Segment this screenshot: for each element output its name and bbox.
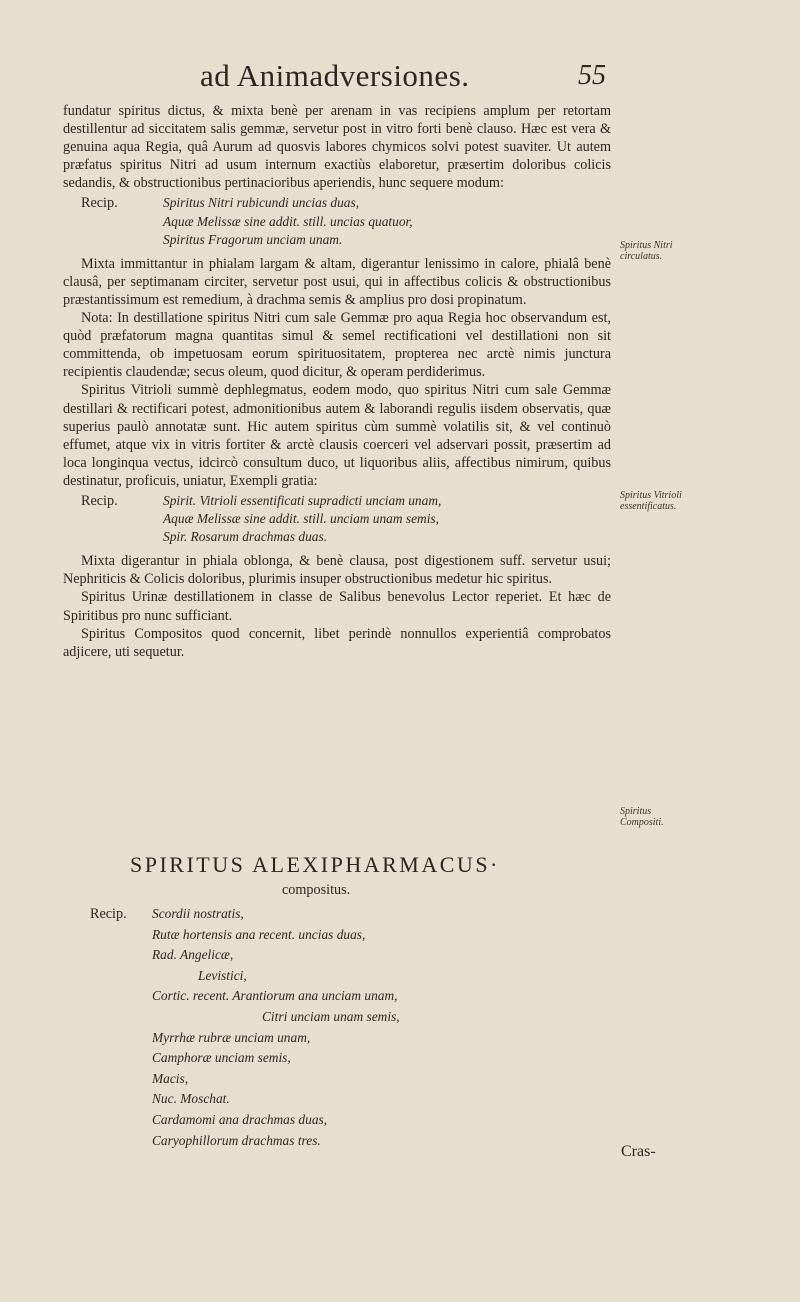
recipe-item: Aquæ Melissæ sine addit. still. unciam unam semis, <box>163 511 439 527</box>
formula-item: Rutæ hortensis ana recent. uncias duas, <box>152 926 366 942</box>
paragraph: Spiritus Vitrioli summè dephlegmatus, eodem modo, quo spiritus Nitri cum sale Gemmæ destillari & rectificari potest, admonitionibus autem & laborandi regulis iisdem observatis, quæ superius paulò annotatæ sunt. Hic autem spiritus cùm summè volatilis sit, & vel continuò effumet, atque vix in vitris fortiter & arctè clausis coerceri vel adservari possit, præsertim ad loca longinqua vectus, idcircò consultum duco, ut liquoribus aliis, affectibus nimirum, quibus destinatur, proficuis, uniatur, Exempli gratia: <box>63 382 611 489</box>
formula-item: Caryophillorum drachmas tres. <box>152 1132 321 1148</box>
recipe-item: Spiritus Nitri rubicundi uncias duas, <box>163 195 360 211</box>
recipe-label: Recip. <box>81 195 118 212</box>
paragraph: Nota: In destillatione spiritus Nitri cum sale Gemmæ pro aqua Regia hoc observandum est, quòd præfatorum magna quantitas simul & semel rectificationi vel destillationi non sit committenda, ob impetuosam eorum spirituositatem, propterea nec arctè nimis junctura recipientis claudendæ; secus oleum, quod dicitur, & operam perdiderimus. <box>63 310 611 381</box>
running-title: ad Animadversiones. <box>200 58 470 93</box>
recipe-item: Spiritus Fragorum unciam unam. <box>163 231 343 247</box>
paragraph: Spiritus Compositos quod concernit, libet perindè nonnullos experientiâ comprobatos adjicere, uti sequetur. <box>63 625 611 660</box>
formula-item: Cortic. recent. Arantiorum ana unciam unam, <box>152 988 398 1004</box>
paragraph: Mixta digerantur in phiala oblonga, & benè clausa, post digestionem suff. servetur usui; Nephriticis & Colicis doloribus, plurimis insuper obstructionibus medetur hic spiritus. <box>63 553 611 588</box>
paragraph: fundatur spiritus dictus, & mixta benè per arenam in vas recipiens amplum per retortam destillentur ad siccitatem salis gemmæ, servetur post in vitro forti benè clauso. Hæc est vera & genuina aqua Regia, quâ Aurum ad quosvis labores chymicos solvi potest suaviter. Ut autem præfatus spiritus Nitri ad usum internum exactiùs elaboretur, præsertim doloribus colicis sedandis, & obstructionibus pertinacioribus aperiendis, hunc sequere modum: <box>63 103 611 192</box>
formula-item: Nuc. Moschat. <box>152 1091 230 1107</box>
formula-block <box>90 904 510 1151</box>
margin-note: Spiritus Compositi. <box>620 806 664 828</box>
recipe-block <box>63 194 611 248</box>
formula-item: Levistici, <box>198 967 247 983</box>
catchword: Cras- <box>621 1143 656 1160</box>
recipe-block <box>63 492 611 546</box>
paragraph: Mixta immittantur in phialam largam & altam, digerantur lenissimo in calore, phialâ benè clausâ, per septimanam circiter, servetur post usui, qui in affectibus colicis & obstructionibus præstantissimum est remedium, à drachma semis & amplius pro dosi propinatum. <box>63 255 611 308</box>
page-number: 55 <box>578 60 606 91</box>
formula-item: Citri unciam unam semis, <box>262 1008 400 1024</box>
recipe-item: Aquæ Melissæ sine addit. still. uncias quatuor, <box>163 213 413 229</box>
main-text <box>63 102 611 661</box>
section-subtitle: compositus. <box>282 882 351 898</box>
margin-note: Spiritus Vitrioli essentificatus. <box>620 490 682 512</box>
formula-item: Macis, <box>152 1070 189 1086</box>
formula-item: Scordii nostratis, <box>152 906 244 921</box>
running-head <box>0 58 800 98</box>
formula-item: Myrrhæ rubræ unciam unam, <box>152 1029 311 1045</box>
formula-item: Cardamomi ana drachmas duas, <box>152 1111 328 1127</box>
recipe-item: Spir. Rosarum drachmas duas. <box>163 529 328 545</box>
paragraph: Spiritus Urinæ destillationem in classe de Salibus benevolus Lector reperiet. Et hæc de Spiritibus pro nunc sufficiant. <box>63 589 611 624</box>
recipe-item: Spirit. Vitrioli essentificati supradicti unciam unam, <box>163 492 442 508</box>
margin-note: Spiritus Nitri circulatus. <box>620 240 673 262</box>
recipe-label: Recip. <box>90 906 127 922</box>
formula-item: Camphoræ unciam semis, <box>152 1050 291 1066</box>
recipe-label: Recip. <box>81 492 118 509</box>
formula-item: Rad. Angelicæ, <box>152 947 234 963</box>
section-title: SPIRITUS ALEXIPHARMACUS· <box>130 852 500 877</box>
